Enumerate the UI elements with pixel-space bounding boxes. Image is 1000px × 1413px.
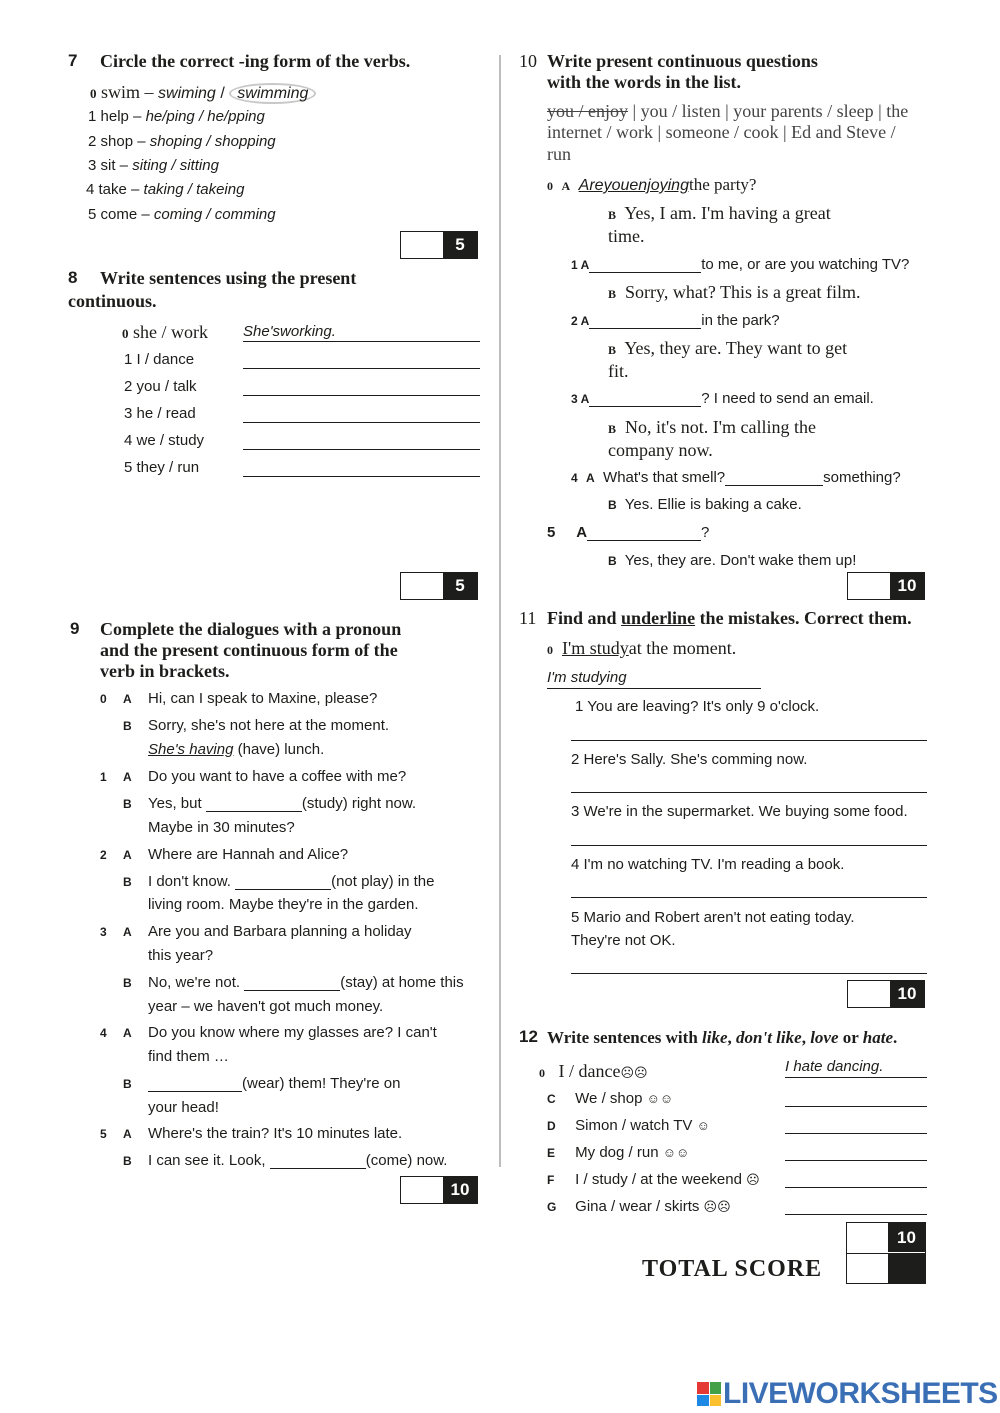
total-score-input[interactable] bbox=[847, 1253, 888, 1284]
prompt: she / work bbox=[133, 322, 208, 342]
text: I don't know. bbox=[148, 873, 231, 890]
verb: 2 shop – bbox=[88, 133, 146, 150]
face-icon: ☹☹ bbox=[620, 1065, 648, 1080]
verb: 1 help – bbox=[88, 108, 142, 125]
keyword: don't like bbox=[736, 1028, 802, 1047]
prompt: 2 you / talk bbox=[124, 378, 197, 395]
sentence[interactable]: 2 Here's Sally. She's comming now. bbox=[571, 751, 808, 768]
text: Yes, I am. I'm having a great bbox=[624, 203, 831, 223]
prompt: I / dance bbox=[558, 1061, 621, 1081]
example-item bbox=[90, 82, 316, 103]
question-text: What's that smell? bbox=[603, 469, 726, 486]
face-icon: ☺ bbox=[696, 1118, 710, 1133]
sentence[interactable]: 3 We're in the supermarket. We buying some food. bbox=[571, 803, 908, 820]
list-item[interactable] bbox=[88, 206, 276, 223]
word-list-line: | you / listen | your parents / sleep | the bbox=[632, 101, 909, 121]
answer-blank[interactable] bbox=[589, 313, 701, 329]
item-number: 4 bbox=[571, 471, 578, 485]
text: No, it's not. I'm calling the bbox=[625, 417, 816, 437]
speaker-label: A bbox=[586, 471, 595, 485]
dialogue-line bbox=[608, 552, 856, 569]
answer-line[interactable] bbox=[243, 449, 480, 450]
dialogue-line bbox=[608, 417, 816, 438]
speaker-label: A bbox=[576, 524, 588, 541]
answer-line[interactable] bbox=[571, 740, 927, 741]
speaker-label: B bbox=[608, 208, 617, 222]
answer-line bbox=[243, 341, 480, 342]
item-letter: C bbox=[547, 1092, 556, 1106]
score-box bbox=[400, 231, 478, 259]
item-number: 0 bbox=[547, 179, 553, 193]
item-number: 1 A bbox=[571, 258, 590, 272]
speaker-label: A bbox=[123, 692, 132, 706]
item-number: 4 bbox=[100, 1026, 107, 1040]
item-number: 1 bbox=[100, 770, 107, 784]
item-number: 5 bbox=[100, 1127, 107, 1141]
answer-line[interactable] bbox=[243, 476, 480, 477]
exercise-number: 8 bbox=[68, 268, 78, 287]
example-answer: Areyouenjoying bbox=[578, 177, 689, 194]
word-list-line: run bbox=[547, 144, 571, 164]
verb: swim – bbox=[101, 82, 154, 102]
exercise-number: 9 bbox=[70, 619, 80, 638]
score-box bbox=[847, 980, 925, 1008]
answer-line[interactable] bbox=[785, 1133, 927, 1134]
question-text: ? bbox=[701, 524, 710, 541]
question-text: to me, or are you watching TV? bbox=[701, 256, 910, 273]
item-letter: F bbox=[547, 1173, 555, 1187]
speaker-label: A bbox=[123, 848, 132, 862]
logo-tile bbox=[710, 1395, 722, 1407]
dialogue-line: find them … bbox=[148, 1048, 229, 1065]
verb-hint: (wear) them! They're on bbox=[242, 1075, 401, 1092]
title-text: Write sentences with bbox=[547, 1028, 698, 1047]
exercise-title: Write present continuous questions bbox=[547, 51, 818, 71]
score-max: 5 bbox=[443, 232, 477, 258]
example-answer: I'm studying bbox=[547, 669, 627, 686]
keyword: like bbox=[702, 1028, 728, 1047]
face-icon: ☹☹ bbox=[703, 1199, 731, 1214]
answer-line[interactable] bbox=[571, 845, 927, 846]
title-text: or bbox=[842, 1028, 859, 1047]
question-line bbox=[571, 312, 780, 329]
options[interactable]: siting / sitting bbox=[132, 157, 219, 174]
verb-hint: (come) now. bbox=[365, 1152, 448, 1169]
speaker-label: B bbox=[608, 554, 617, 568]
logo-icon bbox=[697, 1382, 721, 1406]
dialogue-line: Hi, can I speak to Maxine, please? bbox=[148, 690, 378, 707]
score-max: 10 bbox=[443, 1177, 477, 1203]
question-text: in the park? bbox=[701, 312, 780, 329]
logo-tile bbox=[697, 1382, 709, 1394]
logo-tile bbox=[697, 1395, 709, 1407]
dialogue-line bbox=[148, 1152, 447, 1169]
list-item bbox=[547, 1117, 710, 1134]
verb-hint: (stay) at home this bbox=[340, 974, 464, 991]
item-number: 0 bbox=[90, 86, 97, 101]
answer-blank[interactable] bbox=[270, 1153, 366, 1169]
speaker-label: B bbox=[608, 343, 617, 357]
brand-name: LIVEWORKSHEETS bbox=[723, 1377, 998, 1410]
sentence[interactable]: 1 You are leaving? It's only 9 o'clock. bbox=[575, 698, 820, 715]
item-number: 5 bbox=[547, 524, 556, 541]
prompt: 1 I / dance bbox=[124, 351, 195, 368]
exercise-number: 10 bbox=[519, 51, 537, 71]
prompt: My dog / run bbox=[575, 1144, 659, 1161]
prompt: 5 they / run bbox=[124, 459, 200, 476]
score-box bbox=[400, 572, 478, 600]
answer-line[interactable] bbox=[785, 1160, 927, 1161]
title-text: the mistakes. Correct them. bbox=[699, 608, 912, 628]
dialogue-line: living room. Maybe they're in the garden. bbox=[148, 896, 419, 913]
dialogue-line: company now. bbox=[608, 440, 713, 460]
answer-line[interactable] bbox=[243, 422, 480, 423]
face-icon: ☹ bbox=[746, 1172, 760, 1187]
answer-line[interactable] bbox=[243, 368, 480, 369]
list-item bbox=[547, 1198, 731, 1215]
example-item bbox=[547, 175, 756, 195]
dialogue-line bbox=[608, 496, 802, 513]
verb-hint: (have) lunch. bbox=[237, 741, 325, 758]
answer-blank[interactable] bbox=[148, 1076, 242, 1092]
prompt: We / shop bbox=[575, 1090, 643, 1107]
text: Yes, they are. Don't wake them up! bbox=[624, 552, 857, 569]
total-score-label: TOTAL SCORE bbox=[642, 1256, 823, 1282]
dialogue-line: Do you know where my glasses are? I can't bbox=[148, 1024, 437, 1041]
answer-line bbox=[785, 1077, 927, 1078]
list-item[interactable] bbox=[88, 108, 265, 125]
example-item bbox=[539, 1061, 648, 1082]
option: swiming bbox=[158, 85, 216, 102]
speaker-label: A bbox=[123, 925, 132, 939]
speaker-label: B bbox=[123, 1077, 132, 1091]
dialogue-line: Where's the train? It's 10 minutes late. bbox=[148, 1125, 403, 1142]
dialogue-line: fit. bbox=[608, 361, 629, 381]
item-number: 0 bbox=[547, 643, 553, 657]
example-answer: She's having bbox=[148, 741, 234, 758]
text: at the moment. bbox=[628, 638, 737, 658]
separator: / bbox=[220, 85, 225, 102]
dialogue-line bbox=[148, 795, 416, 812]
example-answer: I hate dancing. bbox=[785, 1058, 884, 1075]
dialogue-line: Maybe in 30 minutes? bbox=[148, 819, 295, 836]
item-letter: G bbox=[547, 1200, 557, 1214]
liveworksheets-logo bbox=[697, 1377, 998, 1411]
score-input[interactable] bbox=[848, 981, 890, 1007]
text: Yes, but bbox=[148, 795, 202, 812]
exercise-title: Circle the correct -ing form of the verbs. bbox=[100, 51, 411, 71]
text: Sorry, what? This is a great film. bbox=[625, 282, 861, 302]
exercise-title-cont: and the present continuous form of the bbox=[100, 640, 398, 660]
word-list-line: internet / work | someone / cook | Ed and Steve / bbox=[547, 122, 896, 142]
example-item bbox=[547, 638, 736, 659]
total-score-box bbox=[846, 1222, 926, 1284]
answer-blank[interactable] bbox=[235, 874, 331, 890]
question-line bbox=[571, 256, 909, 273]
total-score-fill bbox=[888, 1253, 925, 1283]
speaker-label: B bbox=[123, 976, 132, 990]
prompt: 4 we / study bbox=[124, 432, 205, 449]
word-list bbox=[547, 101, 908, 122]
score-box bbox=[847, 572, 925, 600]
answer-line[interactable] bbox=[785, 1187, 927, 1188]
exercise-title: Complete the dialogues with a pronoun bbox=[100, 619, 402, 639]
answer-line[interactable] bbox=[571, 973, 927, 974]
speaker-label: B bbox=[123, 1154, 132, 1168]
title-text: Find and bbox=[547, 608, 617, 628]
question-text: something? bbox=[823, 469, 901, 486]
exercise-title bbox=[547, 608, 912, 629]
item-number: 2 A bbox=[571, 314, 590, 328]
speaker-label: B bbox=[123, 875, 132, 889]
answer-line[interactable] bbox=[571, 897, 927, 898]
score-input[interactable] bbox=[848, 573, 890, 599]
sentence[interactable]: 5 Mario and Robert aren't not eating today. bbox=[571, 909, 855, 926]
item-number: 3 A bbox=[571, 392, 590, 406]
options[interactable]: coming / comming bbox=[153, 206, 276, 223]
list-item bbox=[547, 1144, 689, 1161]
answer-blank[interactable] bbox=[206, 796, 302, 812]
dialogue-line: time. bbox=[608, 226, 645, 246]
dialogue-line: year – we haven't got much money. bbox=[148, 998, 384, 1015]
score-max: 10 bbox=[890, 573, 924, 599]
question-line bbox=[571, 390, 874, 407]
face-icon: ☺☺ bbox=[662, 1145, 690, 1160]
score-max: 10 bbox=[890, 981, 924, 1007]
list-item[interactable] bbox=[86, 181, 244, 198]
item-number: 0 bbox=[539, 1066, 545, 1080]
options[interactable]: taking / takeing bbox=[143, 181, 245, 198]
speaker-label: A bbox=[123, 1026, 132, 1040]
dialogue-line bbox=[148, 1075, 400, 1092]
speaker-label: B bbox=[123, 719, 132, 733]
item-number: 3 bbox=[100, 925, 107, 939]
speaker-label: B bbox=[608, 422, 617, 436]
answer-blank[interactable] bbox=[725, 470, 823, 486]
exercise-title-cont: continuous. bbox=[68, 291, 157, 311]
score-max: 10 bbox=[888, 1223, 925, 1252]
answer-line[interactable] bbox=[785, 1214, 927, 1215]
dialogue-line: Are you and Barbara planning a holiday bbox=[148, 923, 412, 940]
prompt: 3 he / read bbox=[124, 405, 196, 422]
answer-blank[interactable] bbox=[587, 525, 701, 541]
question-text: the party? bbox=[688, 175, 757, 194]
score-max: 5 bbox=[443, 573, 477, 599]
exercise-title-cont: with the words in the list. bbox=[547, 72, 742, 92]
struck-word: you / enjoy bbox=[547, 101, 628, 121]
column-divider bbox=[499, 55, 501, 1167]
list-item[interactable] bbox=[88, 133, 276, 150]
title-underlined: underline bbox=[621, 608, 696, 628]
dialogue-line: this year? bbox=[148, 947, 214, 964]
text: No, we're not. bbox=[148, 974, 241, 991]
prompt: I / study / at the weekend bbox=[575, 1171, 742, 1188]
item-number: 2 bbox=[100, 848, 107, 862]
text: Yes. Ellie is baking a cake. bbox=[624, 496, 802, 513]
exercise-title-cont: verb in brackets. bbox=[100, 661, 230, 681]
verb-hint: (study) right now. bbox=[301, 795, 417, 812]
answer-line[interactable] bbox=[785, 1106, 927, 1107]
answer-blank[interactable] bbox=[589, 257, 701, 273]
dialogue-line: Sorry, she's not here at the moment. bbox=[148, 717, 390, 734]
item-letter: E bbox=[547, 1146, 556, 1160]
speaker-label: A bbox=[561, 179, 571, 193]
speaker-label: A bbox=[123, 1127, 132, 1141]
answer-line[interactable] bbox=[571, 792, 927, 793]
score-input[interactable] bbox=[401, 573, 443, 599]
dialogue-line bbox=[608, 203, 831, 224]
answer-blank[interactable] bbox=[244, 975, 340, 991]
underlined-mistake: I'm study bbox=[562, 638, 629, 658]
keyword: love bbox=[810, 1028, 839, 1047]
exercise-number: 7 bbox=[68, 51, 78, 70]
verb: 4 take – bbox=[86, 181, 140, 198]
dialogue-line: your head! bbox=[148, 1099, 219, 1116]
list-item bbox=[547, 1090, 673, 1107]
item-letter: D bbox=[547, 1119, 556, 1133]
item-number: 0 bbox=[100, 692, 107, 706]
speaker-label: B bbox=[123, 797, 132, 811]
dialogue-line: Where are Hannah and Alice? bbox=[148, 846, 349, 863]
circled-option: swimming bbox=[229, 83, 316, 104]
dialogue-line bbox=[608, 338, 847, 359]
question-text: ? I need to send an email. bbox=[701, 390, 874, 407]
score-input[interactable] bbox=[401, 1177, 443, 1203]
speaker-label: B bbox=[608, 498, 617, 512]
question-line bbox=[547, 524, 709, 541]
face-icon: ☺☺ bbox=[646, 1091, 674, 1106]
exercise-title: Write sentences using the present bbox=[100, 268, 357, 288]
exercise-title: Write sentences with like, don't like, love or hate. bbox=[547, 1028, 898, 1047]
text: I can see it. Look, bbox=[148, 1152, 266, 1169]
options[interactable]: he/ping / he/pping bbox=[145, 108, 265, 125]
text: Yes, they are. They want to get bbox=[624, 338, 848, 358]
prompt: Gina / wear / skirts bbox=[575, 1198, 700, 1215]
keyword: hate bbox=[862, 1028, 893, 1047]
answer-blank[interactable] bbox=[589, 391, 701, 407]
verb-hint: (not play) in the bbox=[331, 873, 435, 890]
question-line bbox=[571, 469, 901, 486]
speaker-label: B bbox=[608, 287, 617, 301]
logo-tile bbox=[710, 1382, 722, 1394]
options[interactable]: shoping / shopping bbox=[149, 133, 276, 150]
prompt: Simon / watch TV bbox=[575, 1117, 693, 1134]
example-answer: She'sworking. bbox=[243, 323, 336, 340]
exercise-number: 12 bbox=[519, 1027, 538, 1046]
item-number: 0 bbox=[122, 326, 129, 341]
score-input[interactable] bbox=[401, 232, 443, 258]
verb: 3 sit – bbox=[88, 157, 129, 174]
dialogue-line: Do you want to have a coffee with me? bbox=[148, 768, 407, 785]
example-item bbox=[122, 322, 208, 343]
list-item bbox=[547, 1171, 760, 1188]
answer-line[interactable] bbox=[243, 395, 480, 396]
dialogue-line bbox=[148, 974, 464, 991]
verb: 5 come – bbox=[88, 206, 150, 223]
score-box bbox=[400, 1176, 478, 1204]
speaker-label: A bbox=[123, 770, 132, 784]
dialogue-line bbox=[148, 873, 434, 890]
dialogue-line bbox=[608, 282, 860, 303]
score-input[interactable] bbox=[847, 1223, 888, 1252]
sentence-cont[interactable]: They're not OK. bbox=[571, 932, 676, 949]
exercise-number: 11 bbox=[519, 608, 537, 628]
list-item[interactable] bbox=[88, 157, 219, 174]
sentence[interactable]: 4 I'm no watching TV. I'm reading a book. bbox=[571, 856, 845, 873]
dialogue-line bbox=[148, 741, 324, 758]
answer-line bbox=[547, 688, 761, 689]
